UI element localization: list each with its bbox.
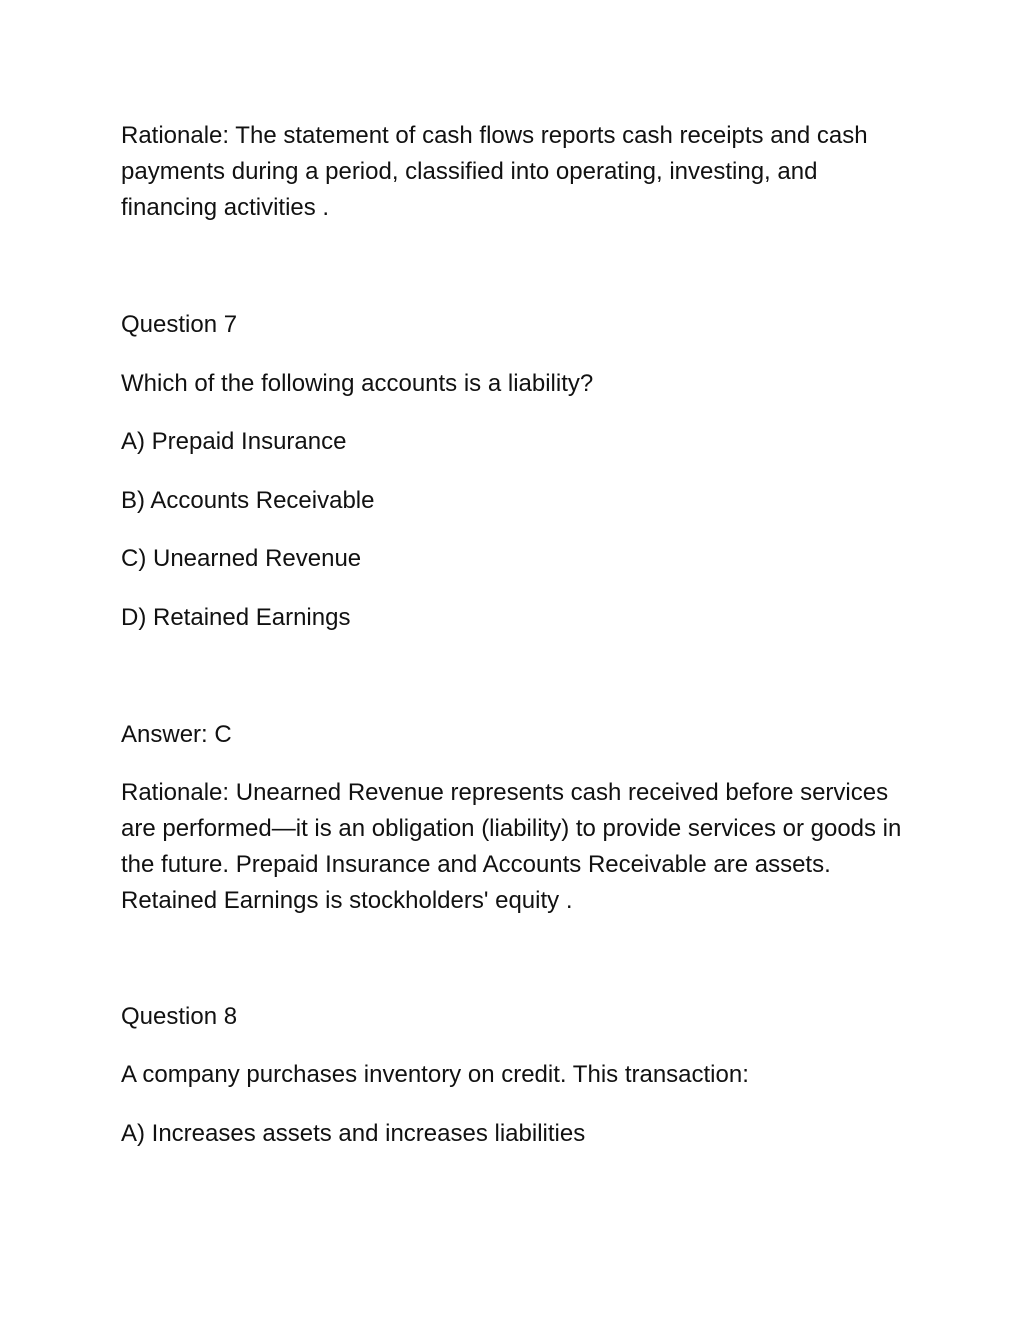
question-prompt: Which of the following accounts is a liability? bbox=[121, 370, 594, 397]
answer-option-b: B) Accounts Receivable bbox=[121, 487, 375, 514]
answer-option-a: A) Prepaid Insurance bbox=[121, 428, 347, 455]
answer-option-d: D) Retained Earnings bbox=[121, 604, 351, 631]
question-heading: Question 7 bbox=[121, 311, 238, 338]
answer-option-a: A) Increases assets and increases liabilities bbox=[121, 1120, 586, 1147]
answer-line: Answer: C bbox=[121, 721, 232, 748]
answer-option-c: C) Unearned Revenue bbox=[121, 545, 362, 572]
rationale-paragraph: Rationale: The statement of cash flows reports cash receipts and cash payments during a period, classified into operating, investing, and financing activities . bbox=[121, 122, 868, 221]
question-heading: Question 8 bbox=[121, 1003, 238, 1030]
rationale-paragraph: Rationale: Unearned Revenue represents cash received before services are performed—it is an obligation (liability) to provide services or goods in the future. Prepaid Insurance and Accounts Receivable are assets. Retained Earnings is stockholders' equity . bbox=[121, 779, 902, 914]
question-prompt: A company purchases inventory on credit. This transaction: bbox=[121, 1061, 749, 1088]
